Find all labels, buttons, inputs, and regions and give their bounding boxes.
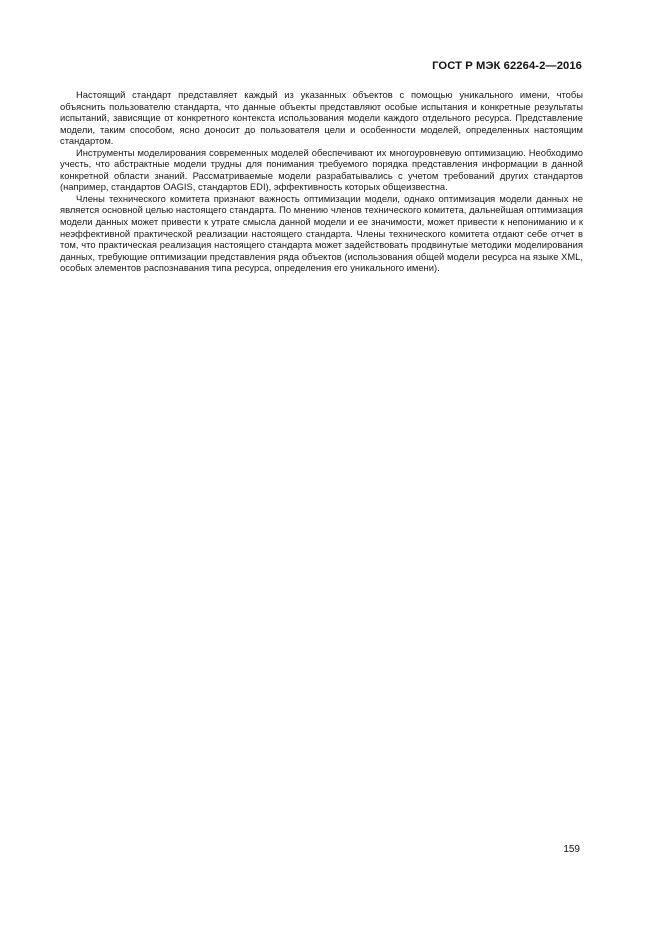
paragraph: Инструменты моделирования современных моделей обеспечивают их многоуровневую оптимизацию. Необходимо учесть, что абстрактные модели трудны для понимания требуемого порядка представления информации в данной конкретной области знаний. Рассматриваемые модели разрабатывались с учетом требований других стандартов (например, стандартов OAGIS, стандартов EDI), эффективность которых общеизвестна. (60, 146, 583, 193)
page-number: 159 (563, 844, 580, 855)
document-body (60, 89, 583, 274)
paragraph: Члены технического комитета признают важность оптимизации модели, однако оптимизация модели данных не является основной целью настоящего стандарта. По мнению членов технического комитета, дальнейшая оптимизация модели данных может привести к утрате смысла данной модели и ее значимости, может привести к непониманию и к неэффективной практической реализации настоящего стандарта. Члены технического комитета отдают себе отчет в том, что практическая реализация настоящего стандарта может задействовать продвинутые методики моделирования данных, требующие оптимизации представления ряда объектов (использования общей модели ресурса на языке XML, особых элементов распознавания типа ресурса, определения его уникального имени). (60, 192, 583, 274)
page-header-standard-code: ГОСТ Р МЭК 62264-2—2016 (432, 60, 582, 72)
paragraph: Настоящий стандарт представляет каждый из указанных объектов с помощью уникального имени, чтобы объяснить пользователю стандарта, что данные объекты представляют особые испытания и конкретные результаты испытаний, зависящие от конкретного контекста использования модели каждого отдельного ресурса. Представление модели, таким способом, ясно доносит до пользователя цели и особенности моделей, определенных настоящим стандартом. (60, 89, 583, 147)
